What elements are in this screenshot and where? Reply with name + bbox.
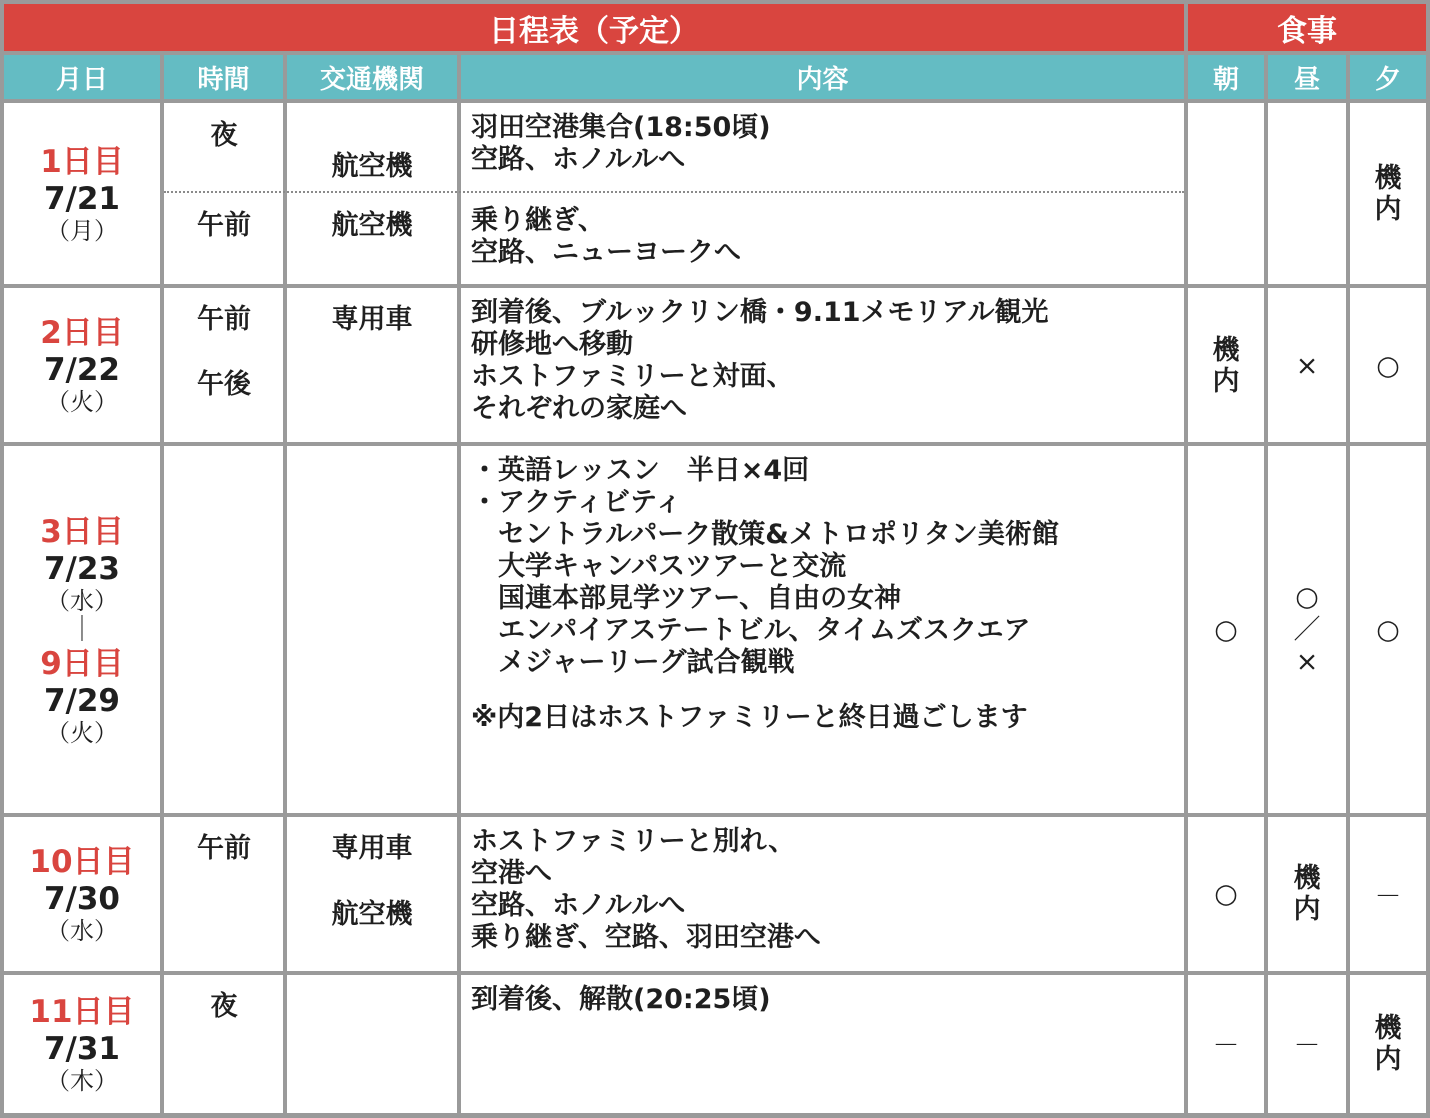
transport-label: 専用車 [331, 304, 413, 335]
dotted-divider [164, 191, 1184, 193]
row-5-content [461, 975, 1184, 1113]
weekday: （水） [46, 586, 118, 615]
row-4-content [461, 817, 1184, 971]
content-lines [471, 455, 1059, 679]
content-line: 空路、ホノルルへ [471, 890, 686, 921]
meal-included-mark: ○ [1214, 878, 1238, 910]
row-5-time [164, 975, 283, 1113]
content-line: ホストファミリーと対面、 [471, 361, 794, 392]
meal-inflight: 機内 [1293, 863, 1321, 925]
transport-label: 航空機 [331, 151, 413, 182]
row-4-date [4, 817, 160, 971]
content-line: 国連本部見学ツアー、自由の女神 [471, 583, 902, 614]
row-4-dinner [1350, 817, 1426, 971]
row-1-transport [287, 103, 457, 284]
row-2-breakfast [1188, 288, 1264, 442]
row-5-breakfast [1188, 975, 1264, 1113]
meal-none-mark: × [1295, 350, 1319, 382]
month-day: 7/29 [43, 682, 121, 719]
day-label: 10日目 [29, 844, 135, 880]
row-4-transport [287, 817, 457, 971]
time-label: 午前 [197, 833, 251, 864]
column-header-transport: 交通機関 [287, 55, 457, 99]
time-label: 夜 [210, 991, 238, 1022]
time-label: 午前 [197, 210, 251, 241]
meal-included-mark: ○ [1376, 350, 1400, 382]
column-header-lunch: 昼 [1268, 55, 1346, 99]
meal-or-slash: ／ [1293, 614, 1321, 646]
content-line: それぞれの家庭へ [471, 393, 687, 424]
weekday: （火） [46, 718, 118, 747]
content-line: メジャーリーグ試合観戦 [471, 647, 795, 678]
column-header-time: 時間 [164, 55, 283, 99]
meal-included-mark: ○ [1295, 581, 1319, 613]
row-2-time [164, 288, 283, 442]
content-lines [471, 984, 771, 1016]
row-3-lunch [1268, 446, 1346, 813]
day-label: 2日目 [40, 315, 124, 351]
row-3-time [164, 446, 283, 813]
time-label: 夜 [210, 120, 238, 151]
meal-none-dash: － [1212, 1030, 1240, 1062]
content-lines [471, 297, 1048, 425]
note-text: ※内2日はホストファミリーと終日過ごします [471, 702, 1028, 733]
range-separator: ｜ [68, 614, 95, 645]
content-line: 羽田空港集合(18:50頃) [471, 112, 771, 143]
content-line: 研修地へ移動 [471, 329, 633, 360]
row-1-time [164, 103, 283, 284]
meal-inflight: 機内 [1212, 335, 1240, 397]
meals-title: 食事 [1188, 4, 1426, 51]
row-5-date [4, 975, 160, 1113]
content-line: ホストファミリーと別れ、 [471, 826, 796, 857]
column-header-breakfast: 朝 [1188, 55, 1264, 99]
row-1-lunch [1268, 103, 1346, 284]
meal-included-mark: ○ [1376, 614, 1400, 646]
day-label: 3日目 [40, 513, 124, 550]
content-line: 乗り継ぎ、 [471, 205, 605, 236]
row-2-transport [287, 288, 457, 442]
month-day: 7/30 [43, 881, 121, 917]
row-4-lunch [1268, 817, 1346, 971]
column-header-content: 内容 [461, 55, 1184, 99]
meal-none-dash: － [1293, 1030, 1321, 1062]
row-3-transport [287, 446, 457, 813]
content-line: 空路、ホノルルへ [471, 144, 686, 175]
row-3-dinner [1350, 446, 1426, 813]
row-2-dinner [1350, 288, 1426, 442]
meal-included-mark: ○ [1214, 614, 1238, 646]
content-line: 大学キャンパスツアーと交流 [471, 551, 847, 582]
row-1-content [461, 103, 1184, 284]
content-line: 空路、ニューヨークへ [471, 237, 741, 268]
day-label: 9日目 [40, 645, 124, 682]
content-line: ・英語レッスン 半日×4回 [471, 455, 810, 486]
row-5-dinner [1350, 975, 1426, 1113]
row-5-lunch [1268, 975, 1346, 1113]
month-day: 7/21 [43, 180, 121, 217]
row-1-breakfast [1188, 103, 1264, 284]
content-line: 到着後、解散(20:25頃) [471, 984, 771, 1015]
month-day: 7/31 [43, 1031, 121, 1067]
column-header-date: 月日 [4, 55, 160, 99]
row-3-date [4, 446, 160, 813]
row-3-breakfast [1188, 446, 1264, 813]
content-line: エンパイアステートビル、タイムズスクエア [471, 615, 1031, 646]
meal-none-dash: － [1374, 881, 1402, 913]
row-1-date [4, 103, 160, 284]
transport-label: 航空機 [331, 210, 413, 241]
content-lines [471, 112, 771, 176]
meal-none-mark: × [1295, 646, 1319, 678]
row-4-time [164, 817, 283, 971]
row-2-lunch [1268, 288, 1346, 442]
month-day: 7/23 [43, 550, 121, 587]
content-line: 到着後、ブルックリン橋・9.11メモリアル観光 [471, 297, 1049, 328]
row-5-transport [287, 975, 457, 1113]
day-label: 1日目 [40, 143, 124, 180]
weekday: （水） [46, 917, 118, 945]
weekday: （木） [46, 1067, 118, 1095]
content-line: 空港へ [471, 858, 552, 889]
content-line: 乗り継ぎ、空路、羽田空港へ [471, 922, 821, 953]
meal-inflight: 機内 [1374, 163, 1402, 225]
weekday: （月） [46, 216, 118, 245]
column-header-dinner: 夕 [1350, 55, 1426, 99]
row-3-content [461, 446, 1184, 813]
meal-inflight: 機内 [1374, 1013, 1402, 1075]
row-2-content [461, 288, 1184, 442]
time-label: 午後 [197, 369, 251, 400]
content-lines [471, 205, 741, 269]
transport-label: 航空機 [331, 899, 413, 930]
content-line: ・アクティビティ [471, 487, 682, 518]
month-day: 7/22 [43, 352, 121, 388]
content-lines [471, 826, 821, 954]
weekday: （火） [46, 388, 118, 416]
transport-label: 専用車 [331, 833, 413, 864]
row-1-dinner [1350, 103, 1426, 284]
time-label: 午前 [197, 304, 251, 335]
day-label: 11日目 [29, 994, 135, 1030]
schedule-title: 日程表（予定） [4, 4, 1184, 51]
row-4-breakfast [1188, 817, 1264, 971]
content-line: セントラルパーク散策&メトロポリタン美術館 [471, 519, 1059, 550]
row-2-date [4, 288, 160, 442]
